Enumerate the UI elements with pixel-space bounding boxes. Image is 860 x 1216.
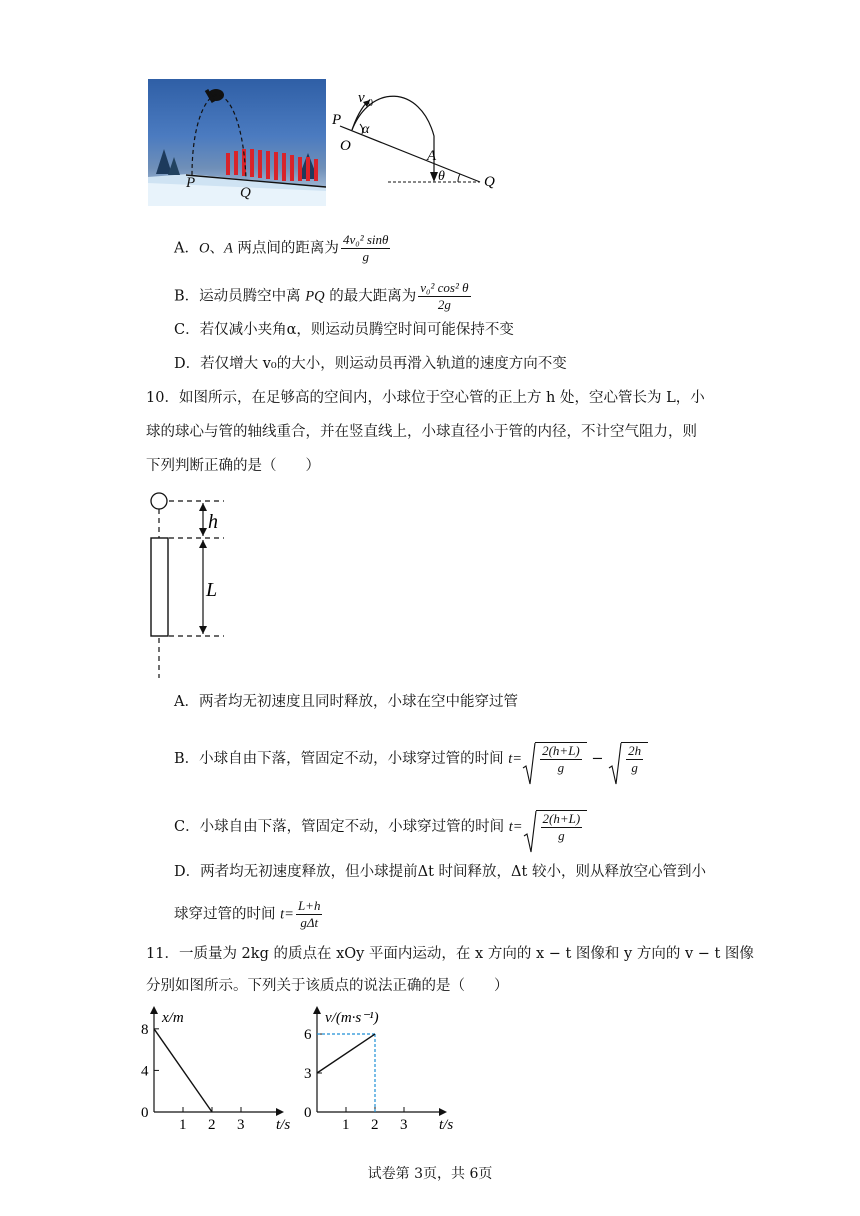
q10-stem-line-3: 下列判断正确的是（ ） <box>146 458 320 474</box>
x-axis-label: t/s <box>276 1117 290 1133</box>
label-v0-subscript: 0 <box>368 98 373 109</box>
x-tick-label: 3 <box>237 1117 245 1133</box>
q11-stem-line-1: 11．一质量为 2kg 的质点在 xOy 平面内运动，在 x 方向的 x − t 图像和 y 方向的 v − t 图像 <box>146 946 754 962</box>
q10-option-d-line-2[interactable] <box>174 898 324 931</box>
option-text: 两点间的距离为 <box>232 240 339 257</box>
x-axis-label: t/s <box>439 1117 453 1133</box>
fraction-denominator: g <box>557 760 565 775</box>
minus-sign: − <box>591 751 604 767</box>
label-h: h <box>208 511 218 533</box>
fraction-numerator: 2(h+L) <box>542 743 580 758</box>
fraction <box>418 280 470 313</box>
fraction-denominator: g <box>558 828 565 843</box>
origin-label: 0 <box>141 1105 149 1121</box>
y-tick-label: 4 <box>141 1063 149 1080</box>
label-P: P <box>332 112 342 128</box>
q10-option-b[interactable] <box>174 742 648 776</box>
label-alpha: α <box>362 122 370 137</box>
y-tick-label: 6 <box>304 1027 312 1044</box>
label-O: O <box>340 138 351 154</box>
page-footer: 试卷第 3页，共 6页 <box>367 1166 493 1182</box>
x-axis-arrow <box>439 1108 447 1116</box>
q10-option-d-line-1[interactable]: D．两者均无初速度释放，但小球提前Δt 时间释放，Δt 较小，则从释放空心管到小 <box>174 864 706 880</box>
option-text: B．运动员腾空中离 <box>174 288 306 305</box>
y-tick-label: 8 <box>141 1021 149 1038</box>
x-tick-label: 2 <box>371 1117 379 1133</box>
q10-option-a[interactable]: A．两者均无初速度且同时释放，小球在空中能穿过管 <box>174 694 518 710</box>
fraction-denominator: gΔt <box>300 915 319 930</box>
y-tick-label: 3 <box>304 1066 312 1083</box>
option-text: C．小球自由下落，管固定不动，小球穿过管的时间 <box>174 819 509 835</box>
origin-label: 0 <box>304 1105 312 1121</box>
x-t-chart <box>130 1000 290 1135</box>
fraction-numerator: L+h <box>297 898 321 913</box>
x-axis-arrow <box>276 1108 284 1116</box>
sqrt-expression <box>608 742 648 776</box>
fraction <box>296 898 323 931</box>
y-axis-arrow <box>150 1006 158 1014</box>
sqrt-expression <box>522 742 587 776</box>
fraction-numerator: 2h <box>628 743 642 758</box>
x-tick-label: 1 <box>179 1117 187 1133</box>
series-line <box>317 1034 375 1073</box>
label-A: A <box>427 148 437 164</box>
fraction-denominator: g <box>362 249 369 264</box>
option-letter: A． <box>174 240 199 257</box>
q10-option-c[interactable] <box>174 810 587 844</box>
label-v0: v <box>358 90 365 106</box>
label-Q: Q <box>484 174 495 190</box>
t-equals: t= <box>508 819 523 835</box>
q10-stem-line-1: 10．如图所示，在足够高的空间内，小球位于空心管的正上方 h 处，空心管长为 L，小 <box>146 390 705 406</box>
ball-tube-diagram <box>140 488 250 678</box>
sqrt-expression <box>523 810 588 844</box>
q9-option-c[interactable]: C．若仅减小夹角α，则运动员腾空时间可能保持不变 <box>174 322 514 338</box>
point-o: O <box>198 240 210 257</box>
q11-stem-line-2: 分别如图所示。下列关于该质点的说法正确的是（ ） <box>146 978 509 994</box>
fraction-numerator: 2(h+L) <box>542 811 581 826</box>
x-tick-label: 3 <box>400 1117 408 1133</box>
v-t-chart <box>293 1000 453 1135</box>
t-equals: t= <box>280 906 294 923</box>
series-line <box>154 1029 212 1112</box>
y-axis-label: x/m <box>162 1010 184 1026</box>
fraction-numerator: v₀² cos² θ <box>420 280 469 295</box>
label-theta: θ <box>438 169 445 184</box>
projectile-diagram <box>330 84 510 194</box>
t-equals: t= <box>508 751 523 767</box>
photo-label-Q: Q <box>240 185 251 201</box>
label-L: L <box>206 579 218 601</box>
option-text: 球穿过管的时间 <box>174 906 281 923</box>
fraction <box>341 232 391 265</box>
segment-pq: PQ <box>305 288 325 305</box>
x-tick-label: 2 <box>208 1117 216 1133</box>
option-text: 的最大距离为 <box>324 288 417 305</box>
ski-jump-photo-drawing <box>148 79 326 206</box>
q10-stem-line-2: 球的球心与管的轴线重合，并在竖直线上，小球直径小于管的内径，不计空气阻力，则 <box>146 424 697 440</box>
q9-option-d[interactable]: D．若仅增大 v₀的大小，则运动员再滑入轨道的速度方向不变 <box>174 356 567 372</box>
y-axis-label: v/(m·s⁻¹) <box>325 1010 379 1026</box>
option-text: B．小球自由下落，管固定不动，小球穿过管的时间 <box>174 751 509 767</box>
x-tick-label: 1 <box>342 1117 350 1133</box>
ski-jump-photo <box>148 79 326 206</box>
separator: 、 <box>209 240 224 257</box>
photo-label-P: P <box>186 175 196 191</box>
y-axis-arrow <box>313 1006 321 1014</box>
q9-option-b[interactable] <box>174 280 473 313</box>
fraction-denominator: g <box>631 760 638 775</box>
fraction-denominator: 2g <box>437 297 451 312</box>
fraction-numerator: 4v₀² sinθ <box>342 232 389 247</box>
point-a: A <box>223 240 233 257</box>
q9-option-a[interactable] <box>174 232 392 265</box>
